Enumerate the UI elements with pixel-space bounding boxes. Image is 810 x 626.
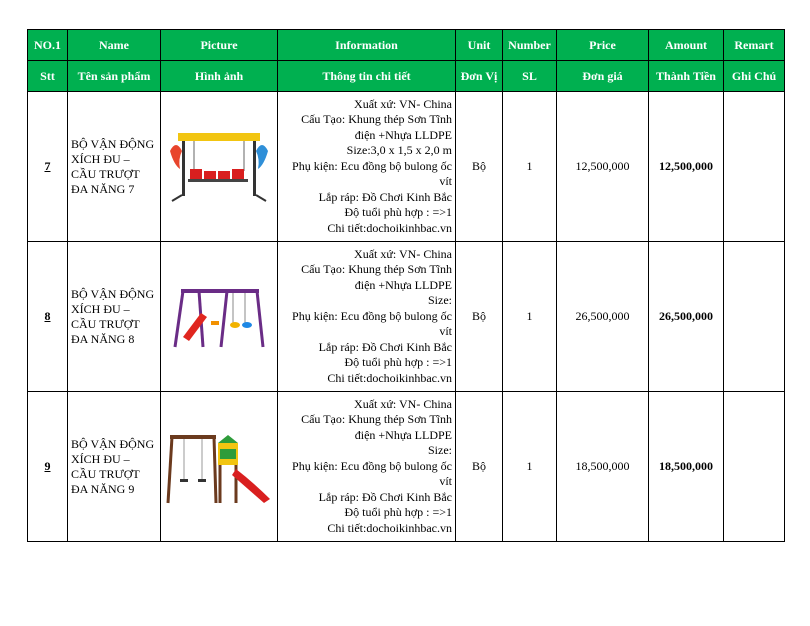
row-quantity: 1 xyxy=(503,242,557,392)
col-header-total: Thành Tiền xyxy=(649,61,724,92)
row-remark xyxy=(724,92,785,242)
col-header-unit-vi: Đơn Vị xyxy=(456,61,503,92)
row-unit: Bộ xyxy=(456,242,503,392)
row-remark xyxy=(724,242,785,392)
info-line: Phụ kiện: Ecu đồng bộ bulong ốc xyxy=(292,158,452,173)
info-line: Size: xyxy=(428,443,452,458)
col-header-information: Information xyxy=(278,30,456,61)
row-unit-price: 12,500,000 xyxy=(557,92,649,242)
col-header-number: Number xyxy=(503,30,557,61)
name-line: ĐA NĂNG 7 xyxy=(71,181,135,196)
row-picture xyxy=(161,392,278,542)
info-line: Độ tuổi phù hợp : =>1 xyxy=(344,205,452,220)
name-line: ĐA NĂNG 8 xyxy=(71,331,135,346)
row-stt: 7 xyxy=(28,92,68,242)
info-line: Lắp ráp: Đồ Chơi Kinh Bắc xyxy=(318,339,452,354)
playhouse-slide-icon xyxy=(164,429,274,505)
col-header-details: Thông tin chi tiết xyxy=(278,61,456,92)
info-line: Chi tiết:dochoikinhbac.vn xyxy=(327,220,452,235)
col-header-qty: SL xyxy=(503,61,557,92)
col-header-stt: Stt xyxy=(28,61,68,92)
name-line: XÍCH ĐU – xyxy=(71,451,130,466)
row-product-name xyxy=(68,242,161,392)
product-table xyxy=(27,29,785,542)
row-quantity: 1 xyxy=(503,392,557,542)
row-information xyxy=(278,92,456,242)
swing-slide-frame-icon xyxy=(169,285,269,349)
row-stt: 9 xyxy=(28,392,68,542)
row-amount: 18,500,000 xyxy=(649,392,724,542)
name-line: CẦU TRƯỢT xyxy=(71,466,140,481)
name-line: XÍCH ĐU – xyxy=(71,301,130,316)
col-header-product-name: Tên sản phẩm xyxy=(68,61,161,92)
row-unit-price: 18,500,000 xyxy=(557,392,649,542)
col-header-no: NO.1 xyxy=(28,30,68,61)
row-remark xyxy=(724,392,785,542)
table-row xyxy=(28,92,785,242)
info-line: Độ tuổi phù hợp : =>1 xyxy=(344,355,452,370)
info-line: Size: xyxy=(428,293,452,308)
info-line: Xuất xứ: VN- China xyxy=(354,396,452,411)
row-amount: 12,500,000 xyxy=(649,92,724,242)
row-stt: 8 xyxy=(28,242,68,392)
row-unit-price: 26,500,000 xyxy=(557,242,649,392)
row-amount: 26,500,000 xyxy=(649,242,724,392)
row-picture xyxy=(161,242,278,392)
info-line: Chi tiết:dochoikinhbac.vn xyxy=(327,520,452,535)
name-line: CẦU TRƯỢT xyxy=(71,316,140,331)
info-line: vít xyxy=(439,474,452,489)
row-picture xyxy=(161,92,278,242)
row-unit: Bộ xyxy=(456,392,503,542)
name-line: BỘ VẬN ĐỘNG xyxy=(71,286,155,301)
info-line: điện +Nhựa LLDPE xyxy=(354,127,452,142)
info-line: vít xyxy=(439,324,452,339)
row-quantity: 1 xyxy=(503,92,557,242)
info-line: Cấu Tạo: Khung thép Sơn Tĩnh xyxy=(301,412,452,427)
info-line: Cấu Tạo: Khung thép Sơn Tĩnh xyxy=(301,262,452,277)
col-header-image: Hình ảnh xyxy=(161,61,278,92)
col-header-price: Price xyxy=(557,30,649,61)
info-line: Lắp ráp: Đồ Chơi Kinh Bắc xyxy=(318,189,452,204)
info-line: Độ tuổi phù hợp : =>1 xyxy=(344,505,452,520)
table-row xyxy=(28,392,785,542)
col-header-name: Name xyxy=(68,30,161,61)
header-row-vietnamese xyxy=(28,61,785,92)
col-header-unit: Unit xyxy=(456,30,503,61)
info-line: Lắp ráp: Đồ Chơi Kinh Bắc xyxy=(318,489,452,504)
info-line: Cấu Tạo: Khung thép Sơn Tĩnh xyxy=(301,112,452,127)
info-line: Chi tiết:dochoikinhbac.vn xyxy=(327,370,452,385)
info-line: Xuất xứ: VN- China xyxy=(354,96,452,111)
row-information xyxy=(278,392,456,542)
info-line: Size:3,0 x 1,5 x 2,0 m xyxy=(346,143,452,158)
info-line: vít xyxy=(439,174,452,189)
col-header-note: Ghi Chú xyxy=(724,61,785,92)
info-line: điện +Nhựa LLDPE xyxy=(354,427,452,442)
info-line: Phụ kiện: Ecu đồng bộ bulong ốc xyxy=(292,308,452,323)
info-line: Phụ kiện: Ecu đồng bộ bulong ốc xyxy=(292,458,452,473)
swing-set-dragon-icon xyxy=(164,131,274,203)
col-header-remark: Remart xyxy=(724,30,785,61)
row-product-name xyxy=(68,392,161,542)
name-line: ĐA NĂNG 9 xyxy=(71,481,135,496)
name-line: BỘ VẬN ĐỘNG xyxy=(71,136,155,151)
name-line: XÍCH ĐU – xyxy=(71,151,130,166)
col-header-amount: Amount xyxy=(649,30,724,61)
row-information xyxy=(278,242,456,392)
col-header-unit-price: Đơn giá xyxy=(557,61,649,92)
table-row xyxy=(28,242,785,392)
row-product-name xyxy=(68,92,161,242)
name-line: BỘ VẬN ĐỘNG xyxy=(71,436,155,451)
name-line: CẦU TRƯỢT xyxy=(71,166,140,181)
info-line: Xuất xứ: VN- China xyxy=(354,246,452,261)
info-line: điện +Nhựa LLDPE xyxy=(354,277,452,292)
col-header-picture: Picture xyxy=(161,30,278,61)
row-unit: Bộ xyxy=(456,92,503,242)
header-row-english xyxy=(28,30,785,61)
